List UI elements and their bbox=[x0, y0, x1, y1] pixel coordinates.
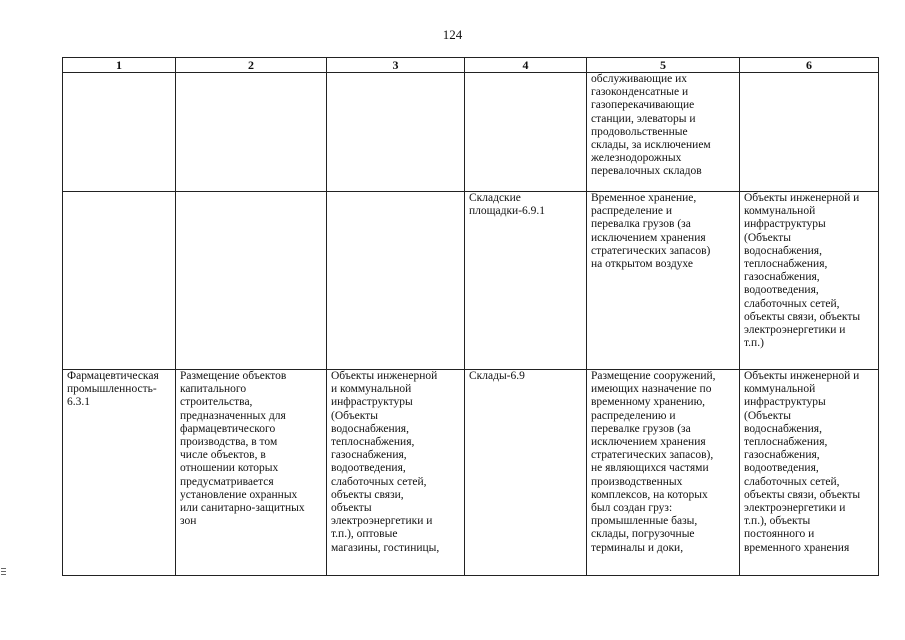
table-row bbox=[63, 370, 879, 576]
column-header-2: 2 bbox=[176, 58, 327, 73]
table-cell bbox=[327, 73, 465, 192]
table-cell: Размещение сооружений, имеющих назначение по временному хранению, распределению и перевалке грузов (за исключением хранения стратегических запасов), не являющихся частями производственных комплексов, на которых был создан груз: промышленные базы, склады, погрузочные терминалы и доки, bbox=[587, 370, 740, 576]
table-cell: Временное хранение, распределение и перевалка грузов (за исключением хранения стратегических запасов) на открытом воздухе bbox=[587, 192, 740, 370]
table-cell: Размещение объектов капитального строительства, предназначенных для фармацевтического производства, в том числе объектов, в отношении которых предусматривается установление охранных или санитарно-защитных зон bbox=[176, 370, 327, 576]
table-cell: Фармацевтическая промышленность- 6.3.1 bbox=[63, 370, 176, 576]
land-use-table bbox=[62, 57, 879, 576]
column-header-3: 3 bbox=[327, 58, 465, 73]
table-cell: Объекты инженерной и коммунальной инфраструктуры (Объекты водоснабжения, теплоснабжения, газоснабжения, водоотведения, слаботочных сетей, объекты связи, объекты электроэнергетики и т.п.) bbox=[740, 192, 879, 370]
table-cell: Объекты инженерной и коммунальной инфраструктуры (Объекты водоснабжения, теплоснабжения, газоснабжения, водоотведения, слаботочных сетей, объекты связи, объекты электроэнергетики и т.п.), объекты постоянного и временного хранения bbox=[740, 370, 879, 576]
column-header-5: 5 bbox=[587, 58, 740, 73]
table-row bbox=[63, 73, 879, 192]
scan-edge-mark bbox=[1, 568, 6, 569]
column-header-1: 1 bbox=[63, 58, 176, 73]
table-cell bbox=[63, 192, 176, 370]
scan-edge-mark bbox=[1, 571, 6, 572]
column-number-row bbox=[63, 58, 879, 73]
table-cell: Складские площадки-6.9.1 bbox=[465, 192, 587, 370]
scan-edge-mark bbox=[1, 574, 6, 575]
table-cell bbox=[465, 73, 587, 192]
column-header-6: 6 bbox=[740, 58, 879, 73]
column-header-4: 4 bbox=[465, 58, 587, 73]
table-cell: Склады-6.9 bbox=[465, 370, 587, 576]
table-cell bbox=[176, 192, 327, 370]
table-cell bbox=[740, 73, 879, 192]
table-cell: Объекты инженерной и коммунальной инфраструктуры (Объекты водоснабжения, теплоснабжения, газоснабжения, водоотведения, слаботочных сетей, объекты связи, объекты электроэнергетики и т.п.), оптовые магазины, гостиницы, bbox=[327, 370, 465, 576]
page-number: 124 bbox=[442, 27, 463, 42]
table-cell: обслуживающие их газоконденсатные и газоперекачивающие станции, элеваторы и продовольственные склады, за исключением железнодорожных перевалочных складов bbox=[587, 73, 740, 192]
table-cell bbox=[63, 73, 176, 192]
table-cell bbox=[327, 192, 465, 370]
table-row bbox=[63, 192, 879, 370]
table-cell bbox=[176, 73, 327, 192]
